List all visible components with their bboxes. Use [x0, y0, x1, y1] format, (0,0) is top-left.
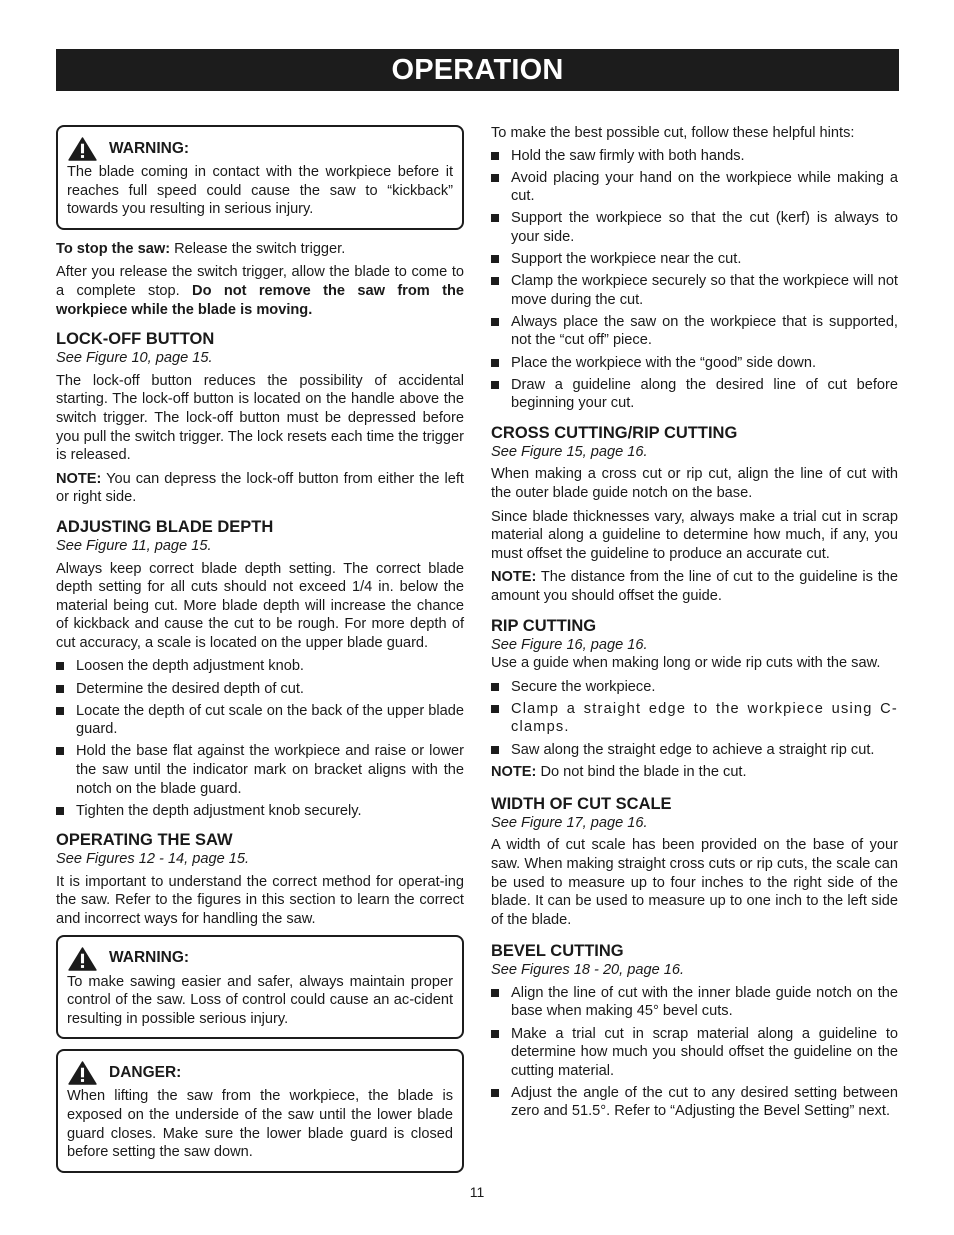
blade-depth-figure-ref: See Figure 11, page 15.: [56, 537, 212, 554]
list-item: [491, 169, 898, 206]
danger-label: DANGER:: [109, 1064, 182, 1082]
list-item-text: Determine the desired depth of cut.: [76, 680, 304, 697]
list-item: [491, 376, 898, 413]
hints-list: [491, 147, 898, 413]
list-item: [491, 700, 898, 737]
note-text: You can depress the lock-off button from either the left or right side.: [56, 470, 464, 506]
blade-depth-heading: ADJUSTING BLADE DEPTH: [56, 517, 274, 536]
square-bullet-icon: [491, 277, 499, 285]
cross-cutting-text-1: When making a cross cut or rip cut, align the line of cut with the outer blade guide notch on the base.: [491, 466, 898, 501]
cross-cutting-heading: CROSS CUTTING/RIP CUTTING: [491, 423, 738, 442]
rip-cutting-heading: RIP CUTTING: [491, 616, 597, 635]
square-bullet-icon: [491, 318, 499, 326]
warning-label: WARNING:: [109, 949, 190, 967]
cross-cutting-text-2: Since blade thicknesses vary, always make a trial cut in scrap material along a guideline to determine how much, if any, you must offset the guideline to produce an accurate cut.: [491, 508, 898, 562]
page-number: 11: [469, 1184, 485, 1200]
list-item: [491, 209, 898, 246]
width-scale-figure-ref: See Figure 17, page 16.: [491, 814, 648, 831]
list-item-text: Hold the base flat against the workpiece and raise or lower the saw until the indicator mark on bracket aligns with the notch on the blade guard.: [76, 743, 464, 797]
warning-box-kickback: [56, 125, 464, 230]
danger-triangle-icon: [68, 1061, 97, 1085]
operating-text: It is important to understand the correct method for operat-ing the saw. Refer to the figures in this section to learn the correct and incorrect ways for handling the saw.: [56, 873, 464, 927]
warning-text: To make sawing easier and safer, always maintain proper control of the saw. Loss of control could cause an ac-cident resulting in possible serious injury.: [67, 973, 453, 1027]
note-text: The distance from the line of cut to the guideline is the amount you should offset the guide.: [491, 569, 898, 604]
lockoff-figure-ref: See Figure 10, page 15.: [56, 350, 213, 367]
list-item: [491, 272, 898, 309]
list-item-text: Tighten the depth adjustment knob securely.: [76, 802, 362, 819]
operating-figure-ref: See Figures 12 - 14, page 15.: [56, 851, 250, 868]
list-item: [491, 741, 898, 760]
square-bullet-icon: [56, 685, 64, 693]
rip-cutting-figure-ref: See Figure 16, page 16.: [491, 636, 648, 653]
warning-triangle-icon: [68, 947, 97, 971]
list-item-text: Support the workpiece near the cut.: [511, 251, 742, 268]
note-label: NOTE:: [56, 470, 102, 487]
list-item-text: Secure the workpiece.: [511, 678, 656, 695]
square-bullet-icon: [491, 152, 499, 160]
list-item-text: Align the line of cut with the inner blade guide notch on the base when making 45° bevel cuts.: [511, 984, 898, 1020]
list-item: [491, 313, 898, 350]
rip-cutting-steps: [491, 678, 898, 759]
list-item-text: Avoid placing your hand on the workpiece while making a cut.: [511, 169, 898, 205]
square-bullet-icon: [56, 662, 64, 670]
square-bullet-icon: [491, 1030, 499, 1038]
square-bullet-icon: [491, 705, 499, 713]
list-item: [491, 678, 898, 697]
list-item-text: Clamp the workpiece securely so that the workpiece will not move during the cut.: [511, 273, 898, 308]
square-bullet-icon: [491, 255, 499, 263]
after-release-paragraph: [56, 263, 464, 319]
warning-header: [67, 137, 453, 161]
cross-cutting-figure-ref: See Figure 15, page 16.: [491, 443, 648, 460]
after-release-text: After you release the switch trigger, allow the blade to come to a complete stop.: [56, 264, 464, 299]
width-scale-text: A width of cut scale has been provided on the base of your saw. When making straight cross cuts or rip cuts, the scale can be used to measure up to four inches to the right side of the blade. It can be used to measure up to one inch to the left side of the blade.: [491, 837, 898, 928]
danger-text: When lifting the saw from the workpiece, the blade is exposed on the underside of the saw until the lower blade guard closes. Make sure the lower blade guard is closed before setting the saw down.: [67, 1088, 453, 1161]
square-bullet-icon: [491, 381, 499, 389]
note-text: Do not bind the blade in the cut.: [536, 764, 747, 781]
square-bullet-icon: [56, 747, 64, 755]
list-item-text: Clamp a straight edge to the workpiece using C-clamps.: [511, 700, 898, 736]
square-bullet-icon: [491, 214, 499, 222]
lockoff-text: The lock-off button reduces the possibility of accidental starting. The lock-off button is located on the handle above the switch trigger. The lock-off button must be depressed before you pull the switch trigger. The lock resets each time the trigger is released.: [56, 372, 464, 464]
danger-header: [67, 1061, 453, 1085]
stop-saw-text: Release the switch trigger.: [170, 240, 346, 257]
square-bullet-icon: [491, 746, 499, 754]
list-item: [491, 984, 898, 1021]
stop-saw-label: To stop the saw:: [56, 240, 171, 257]
list-item: [491, 354, 898, 373]
list-item-text: Draw a guideline along the desired line of cut before beginning your cut.: [511, 376, 898, 412]
list-item: [491, 147, 898, 166]
list-item: [491, 1084, 898, 1121]
square-bullet-icon: [56, 807, 64, 815]
hints-intro: To make the best possible cut, follow these helpful hints:: [491, 125, 855, 141]
list-item-text: Support the workpiece so that the cut (kerf) is always to your side.: [511, 210, 898, 245]
list-item-text: Make a trial cut in scrap material along a guideline to determine how much you should offset the guideline on the cutting material.: [511, 1025, 898, 1079]
list-item: [56, 680, 464, 699]
stop-saw-paragraph: [56, 240, 464, 259]
blade-depth-steps: [56, 657, 464, 820]
square-bullet-icon: [491, 1089, 499, 1097]
warning-text: The blade coming in contact with the workpiece before it reaches full speed could cause the saw to “kickback” towards you resulting in serious injury.: [67, 164, 453, 218]
square-bullet-icon: [56, 707, 64, 715]
list-item-text: Place the workpiece with the “good” side down.: [511, 354, 817, 371]
list-item: [491, 1025, 898, 1081]
list-item-text: Always place the saw on the workpiece that is supported, not the “cut off” piece.: [511, 313, 898, 349]
list-item-text: Locate the depth of cut scale on the back of the upper blade guard.: [76, 702, 464, 738]
after-release-bold: Do not remove the saw from the workpiece while the blade is moving.: [56, 282, 464, 318]
square-bullet-icon: [491, 989, 499, 997]
cross-cutting-note: [491, 568, 898, 605]
rip-cutting-note: [491, 763, 898, 782]
warning-triangle-icon: [68, 137, 97, 161]
bevel-heading: BEVEL CUTTING: [491, 942, 624, 961]
list-item: [56, 657, 464, 676]
square-bullet-icon: [491, 359, 499, 367]
list-item: [491, 250, 898, 269]
bevel-steps: [491, 984, 898, 1121]
width-scale-heading: WIDTH OF CUT SCALE: [491, 794, 672, 813]
danger-box: [56, 1049, 464, 1172]
warning-header: [67, 947, 453, 971]
list-item: [56, 742, 464, 798]
note-label: NOTE:: [491, 764, 537, 781]
list-item-text: Adjust the angle of the cut to any desired setting between zero and 51.5°. Refer to “Adjusting the Bevel Setting” next.: [511, 1084, 898, 1120]
operating-heading: OPERATING THE SAW: [56, 831, 233, 850]
warning-box-control: [56, 935, 464, 1040]
page-title: OPERATION: [56, 49, 899, 91]
list-item: [56, 802, 464, 821]
list-item: [56, 702, 464, 739]
bevel-figure-ref: See Figures 18 - 20, page 16.: [491, 962, 685, 979]
list-item-text: Saw along the straight edge to achieve a straight rip cut.: [511, 741, 875, 758]
note-label: NOTE:: [491, 569, 537, 586]
rip-cutting-text: Use a guide when making long or wide rip cuts with the saw.: [491, 655, 881, 672]
left-column: [56, 125, 464, 1183]
warning-label: WARNING:: [109, 139, 190, 157]
right-column: [491, 124, 898, 1125]
lockoff-heading: LOCK-OFF BUTTON: [56, 330, 215, 349]
lockoff-note: [56, 470, 464, 507]
blade-depth-text: Always keep correct blade depth setting. The correct blade depth setting for all cuts should not exceed 1/4 in. below the material being cut. More blade depth will increase the chance of kickback and cause the cut to be rough. For more depth of cut accuracy, a scale is located on the upper blade guard.: [56, 560, 464, 651]
list-item-text: Loosen the depth adjustment knob.: [76, 658, 304, 675]
square-bullet-icon: [491, 683, 499, 691]
square-bullet-icon: [491, 174, 499, 182]
list-item-text: Hold the saw firmly with both hands.: [511, 147, 745, 164]
